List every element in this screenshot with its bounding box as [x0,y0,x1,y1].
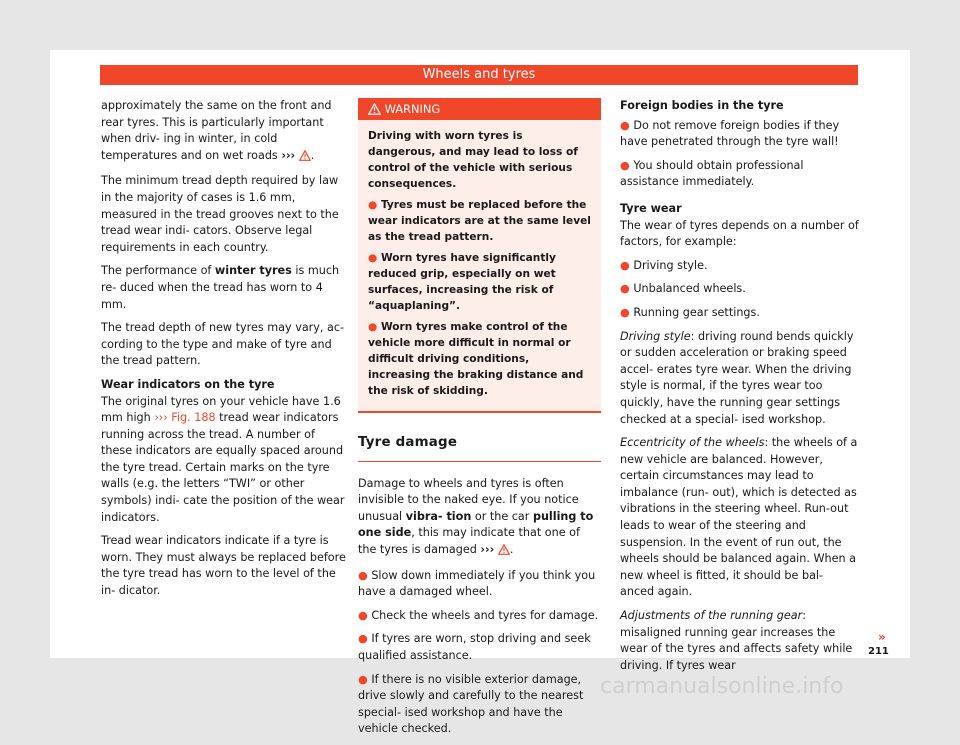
warning-triangle-icon [498,544,510,561]
paragraph: Adjustments of the running gear: misaligned running gear increases the wear of the tyres and affects safety while driving. If tyres wear [620,609,853,672]
warning-triangle-icon [368,100,381,122]
list-item: ● Running gear settings. [620,305,760,319]
paragraph: Eccentricity of the wheels: the wheels of a new vehicle are balanced. However, certain circumstances may lead to imbalance (run- out), which is detected as vibrations in the steering wheel. Run-out leads to wear of the steering and suspension. In the event of run out, the wheels should be balanced again. When a new wheel is fitted, it should be bal- anced again. [620,436,858,599]
subheading: Tyre wear [620,201,682,215]
paragraph: The performance of winter tyres is much re- duced when the tread has worn to 4 mm. [101,264,340,311]
paragraph: Tread wear indicators indicate if a tyre is worn. They must always be replaced before the tyre tread has worn to the level of the in- dicator. [101,534,346,598]
list-item: ● You should obtain professional assistance immediately. [620,158,804,189]
paragraph: Driving style: driving round bends quickly or sudden acceleration or braking speed accel- erates tyre wear. When the driving style is normal, if the tyres wear too quickly, have the running gear settings checked at a special- ised workshop. [620,329,854,426]
reference-arrow[interactable]: ››› [480,542,495,556]
column-middle [358,98,601,745]
page-header: Wheels and tyres [100,65,858,85]
warning-box [358,98,601,413]
continue-mark: » [878,630,886,644]
warning-intro: Driving with worn tyres is dangerous, and may lead to loss of control of the vehicle with serious consequences. [368,130,578,190]
warning-item: ● Tyres must be replaced before the wear indicators are at the same level as the tread pattern. [368,199,591,243]
paragraph: approximately the same on the front and rear tyres. This is particularly important when driv- ing in winter, in cold temperatures and on wet roads ››› . [101,98,346,166]
paragraph: The original tyres on your vehicle have 1.6 mm high ››› Fig. 188 tread wear indicators running across the tread. A number of these indicators are equally spaced around the tyre tread. Certain marks on the tyre walls (e.g. the letters “TWI” or other symbols) indi- cate the position of the wear indicators. [101,394,345,524]
warning-item: ● Worn tyres have significantly reduced grip, especially on wet surfaces, increasing the risk of “aquaplaning”. [368,252,556,312]
warning-header: WARNING [358,98,601,120]
page-number: 211 [868,646,889,657]
figure-link[interactable]: ››› Fig. 188 [154,411,216,425]
list-item: ● Do not remove foreign bodies if they have penetrated through the tyre wall! [620,118,840,149]
list-item: ● Check the wheels and tyres for damage. [358,608,599,622]
subheading: Wear indicators on the tyre [101,377,275,391]
subheading: Foreign bodies in the tyre [620,99,784,112]
list-item: ● Driving style. [620,258,708,272]
list-item: ● If tyres are worn, stop driving and seek qualified assistance. [358,632,591,662]
paragraph: The minimum tread depth required by law in the majority of cases is 1.6 mm, measured in the tread grooves next to the tread wear indi- cators. Observe legal requirements in each country. [101,174,339,254]
paragraph: The wear of tyres depends on a number of factors, for example: [620,218,859,249]
warning-item: ● Worn tyres make control of the vehicle more difficult in normal or difficult driving conditions, increasing the braking distance and the risk of skidding. [368,321,584,397]
warning-triangle-icon [299,150,311,167]
column-right [620,98,860,681]
reference-arrow[interactable]: ››› [281,148,296,162]
list-item: ● If there is no visible exterior damage, drive slowly and carefully to the nearest special- ised workshop and have the vehicle checked. [358,672,584,736]
column-left [101,98,346,607]
list-item: ● Unbalanced wheels. [620,282,746,296]
watermark: carmanualsonline.info [600,674,844,699]
paragraph: The tread depth of new tyres may vary, ac- cording to the type and make of tyre and the tread pattern. [101,321,345,368]
section-title: Tyre damage [358,435,601,462]
paragraph: Damage to wheels and tyres is often invisible to the naked eye. If you notice unusual vibra- tion or the car pulling to one side, this may indicate that one of the tyres is damaged ››› . [358,476,601,561]
list-item: ● Slow down immediately if you think you have a damaged wheel. [358,568,596,599]
